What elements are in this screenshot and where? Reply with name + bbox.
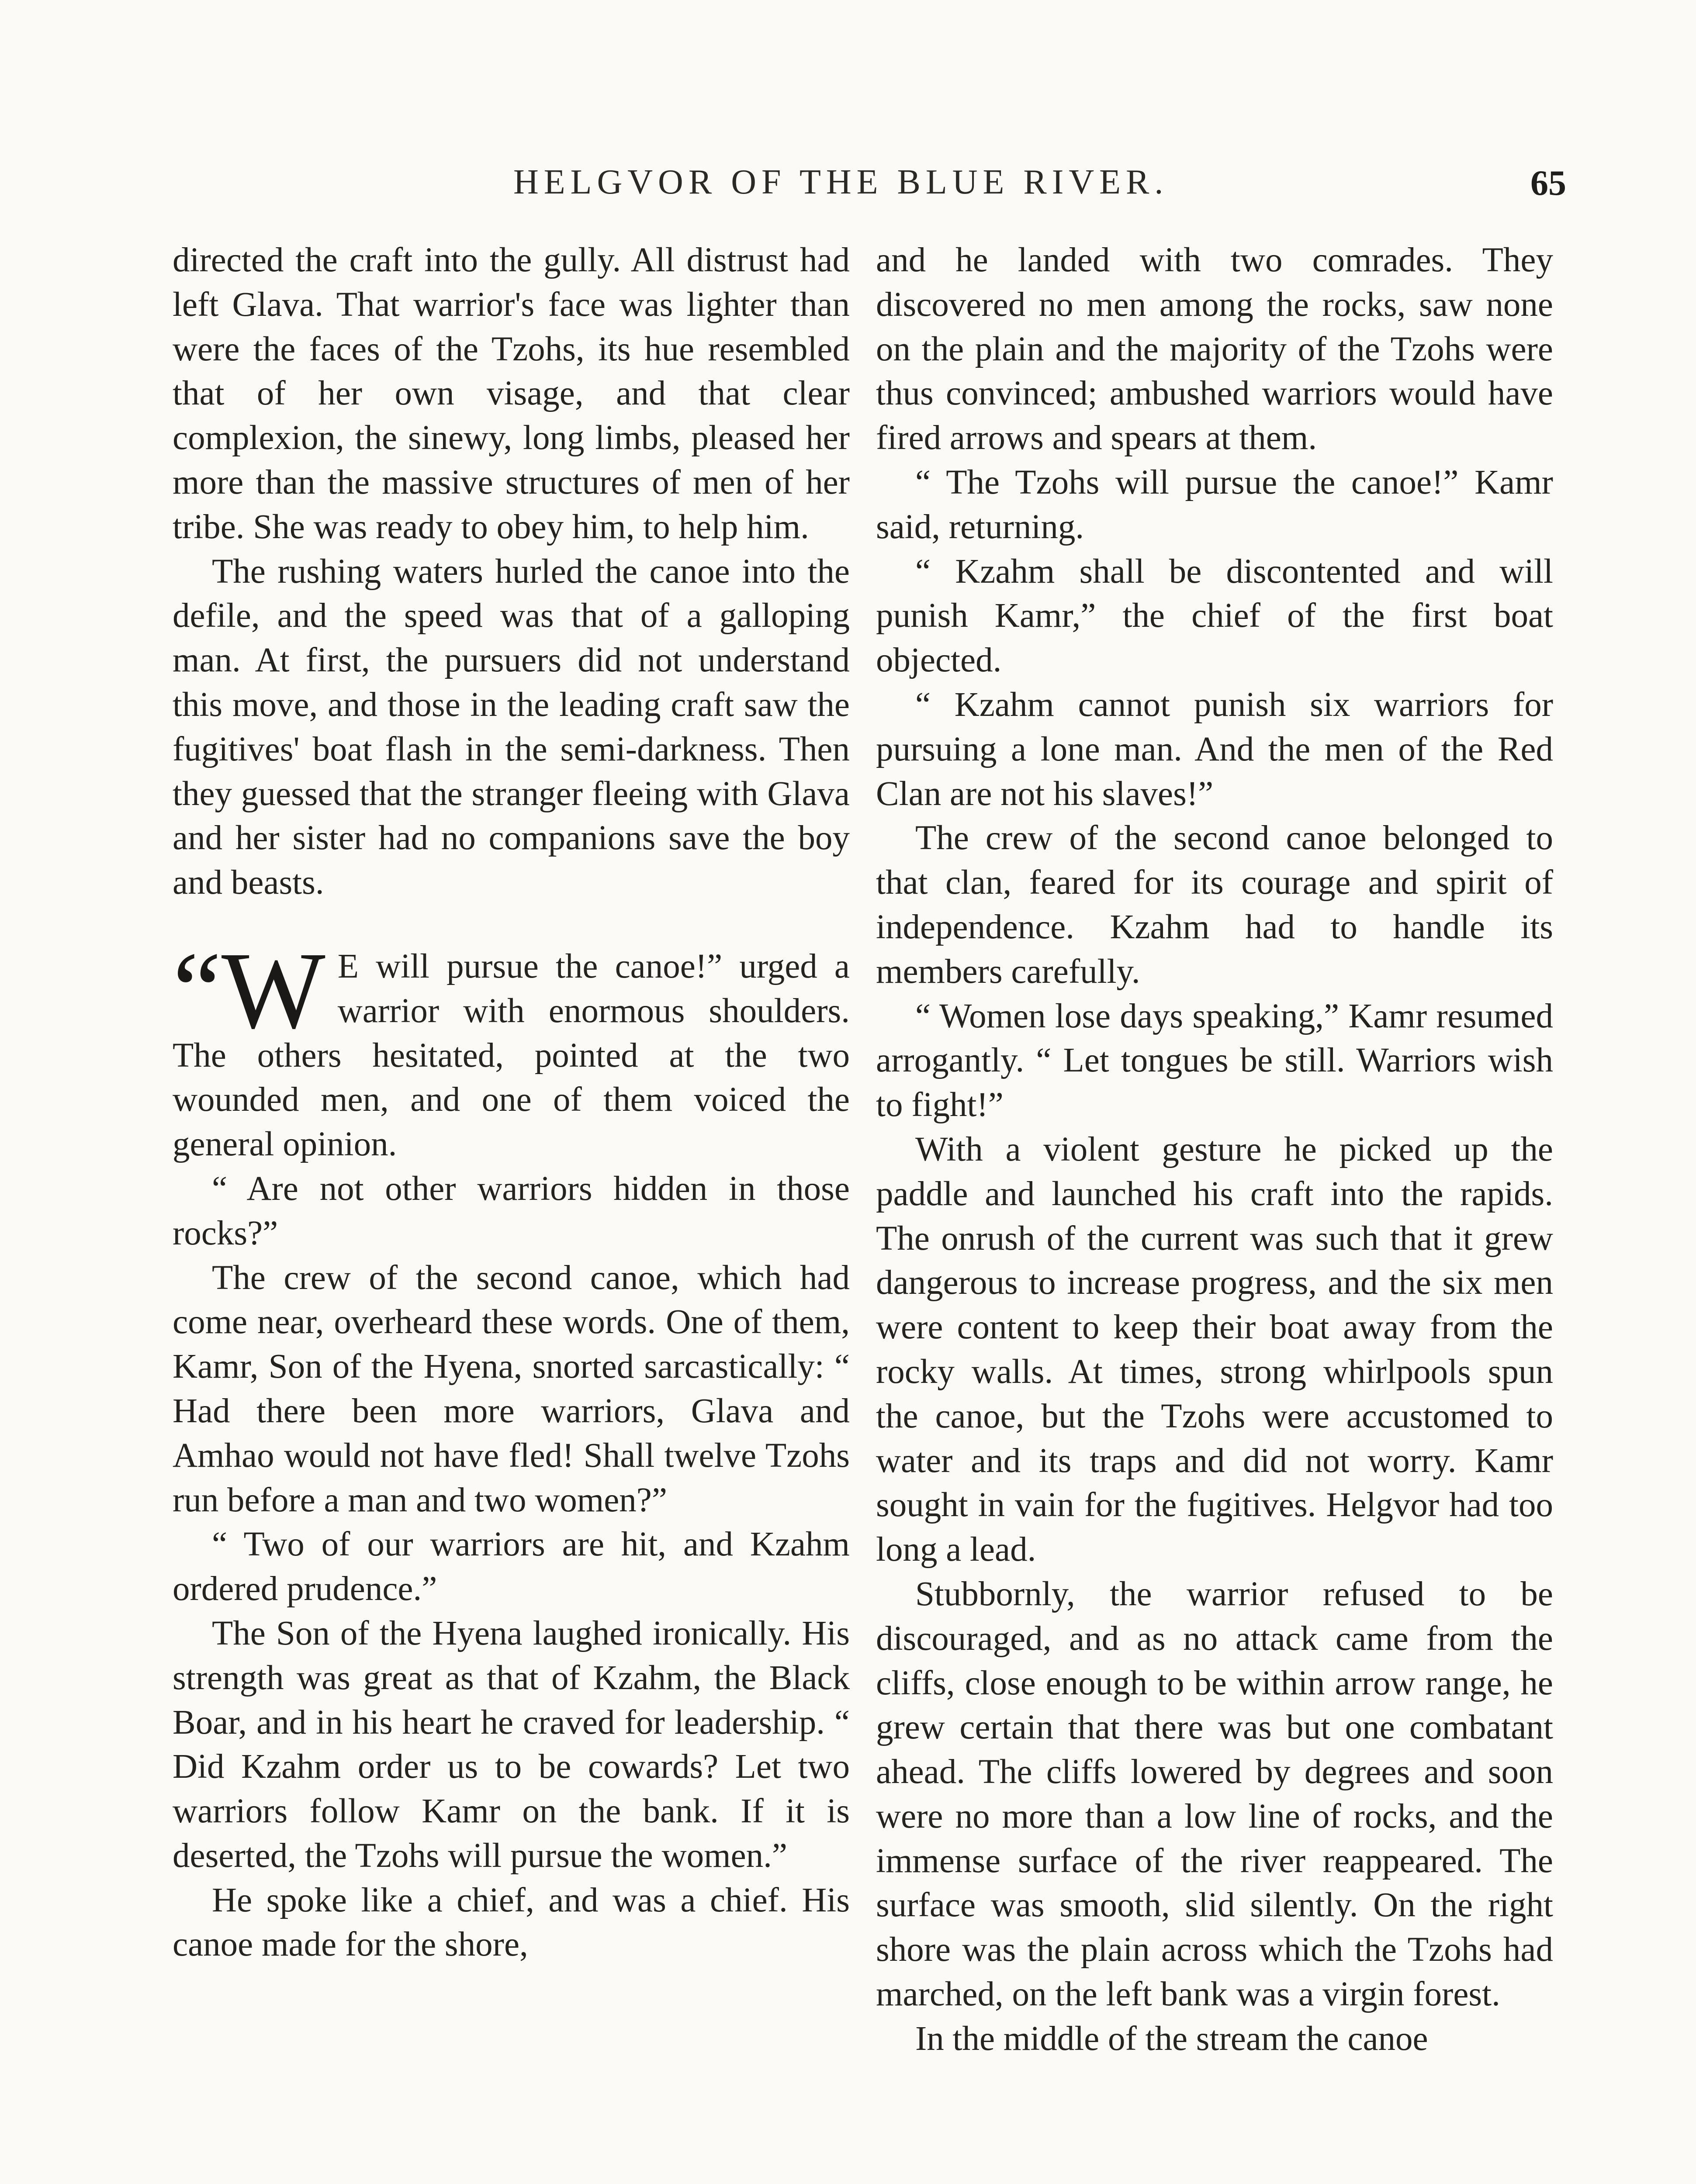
paragraph: “ Are not other warriors hidden in those rocks?” [173, 1169, 850, 1252]
paragraph-text: E will pursue the canoe!” urged a warrior with enormous shoulders. The others hesitated, pointed at the two wounded men, and one of them voiced the general opinion. [173, 947, 850, 1164]
paragraph: The crew of the second canoe belonged to that clan, feared for its courage and spirit of independence. Kzahm had to handle its members carefully. [876, 819, 1553, 991]
paragraph: The rushing waters hurled the canoe into the defile, and the speed was that of a galloping man. At first, the pursuers did not understand this move, and those in the leading craft saw the fugitives' boat flash in the semi-darkness. Then they guessed that the stranger fleeing with Glava and her sister had no companions save the boy and beasts. [173, 552, 850, 902]
paragraph: He spoke like a chief, and was a chief. His canoe made for the shore, [173, 1881, 850, 1964]
paragraph: With a violent gesture he picked up the paddle and launched his craft into the rapids. The onrush of the current was such that it grew dangerous to increase progress, and the six men were content to keep their boat away from the rocky walls. At times, strong whirlpools spun the canoe, but the Tzohs were accustomed to water and its traps and did not worry. Kamr sought in vain for the fugitives. Helgvor had too long a lead. [876, 1130, 1553, 1569]
left-column [173, 238, 850, 1967]
paragraph: “ Kzahm cannot punish six warriors for pursuing a lone man. And the men of the Red Clan are not his slaves!” [876, 685, 1553, 813]
dropcap-paragraph [173, 929, 850, 1167]
running-title: HELGVOR OF THE BLUE RIVER. [513, 163, 1169, 201]
paragraph: In the middle of the stream the canoe [915, 2019, 1428, 2058]
right-column [876, 238, 1553, 2061]
open-quote: “ [173, 929, 222, 1051]
page-number: 65 [1530, 163, 1566, 203]
paragraph: “ The Tzohs will pursue the canoe!” Kamr said, returning. [876, 463, 1553, 546]
paragraph: The Son of the Hyena laughed ironically. His strength was great as that of Kzahm, the Black Boar, and in his heart he craved for leadership. “ Did Kzahm order us to be cowards? Let two warriors follow Kamr on the bank. If it is deserted, the Tzohs will pursue the women.” [173, 1614, 850, 1875]
page-header [168, 162, 1566, 219]
drop-cap-letter: W [221, 929, 325, 1051]
paragraph: The crew of the second canoe, which had come near, overheard these words. One of them, Kamr, Son of the Hyena, snorted sarcastically: “ Had there been more warriors, Glava and Amhao would not have fled! Shall twelve Tzohs run before a man and two women?” [173, 1258, 850, 1519]
paragraph: and he landed with two comrades. They discovered no men among the rocks, saw none on the plain and the majority of the Tzohs were thus convinced; ambushed warriors would have fired arrows and spears at them. [876, 241, 1553, 457]
paragraph: directed the craft into the gully. All distrust had left Glava. That warrior's face was lighter than were the faces of the Tzohs, its hue resembled that of her own visage, and that clear complexion, the sinewy, long limbs, pleased her more than the massive structures of men of her tribe. She was ready to obey him, to help him. [173, 241, 850, 546]
paragraph: “ Kzahm shall be discontented and will punish Kamr,” the chief of the first boat objected. [876, 552, 1553, 680]
drop-cap [173, 929, 325, 1051]
paragraph: “ Two of our warriors are hit, and Kzahm ordered prudence.” [173, 1525, 850, 1608]
paragraph: Stubbornly, the warrior refused to be discouraged, and as no attack came from the cliffs, close enough to be within arrow range, he grew certain that there was but one combatant ahead. The cliffs lowered by degrees and soon were no more than a low line of rocks, and the immense surface of the river reappeared. The surface was smooth, slid silently. On the right shore was the plain across which the Tzohs had marched, on the left bank was a virgin forest. [876, 1575, 1553, 2014]
paragraph: “ Women lose days speaking,” Kamr resumed arrogantly. “ Let tongues be still. Warriors wish to fight!” [876, 997, 1553, 1124]
